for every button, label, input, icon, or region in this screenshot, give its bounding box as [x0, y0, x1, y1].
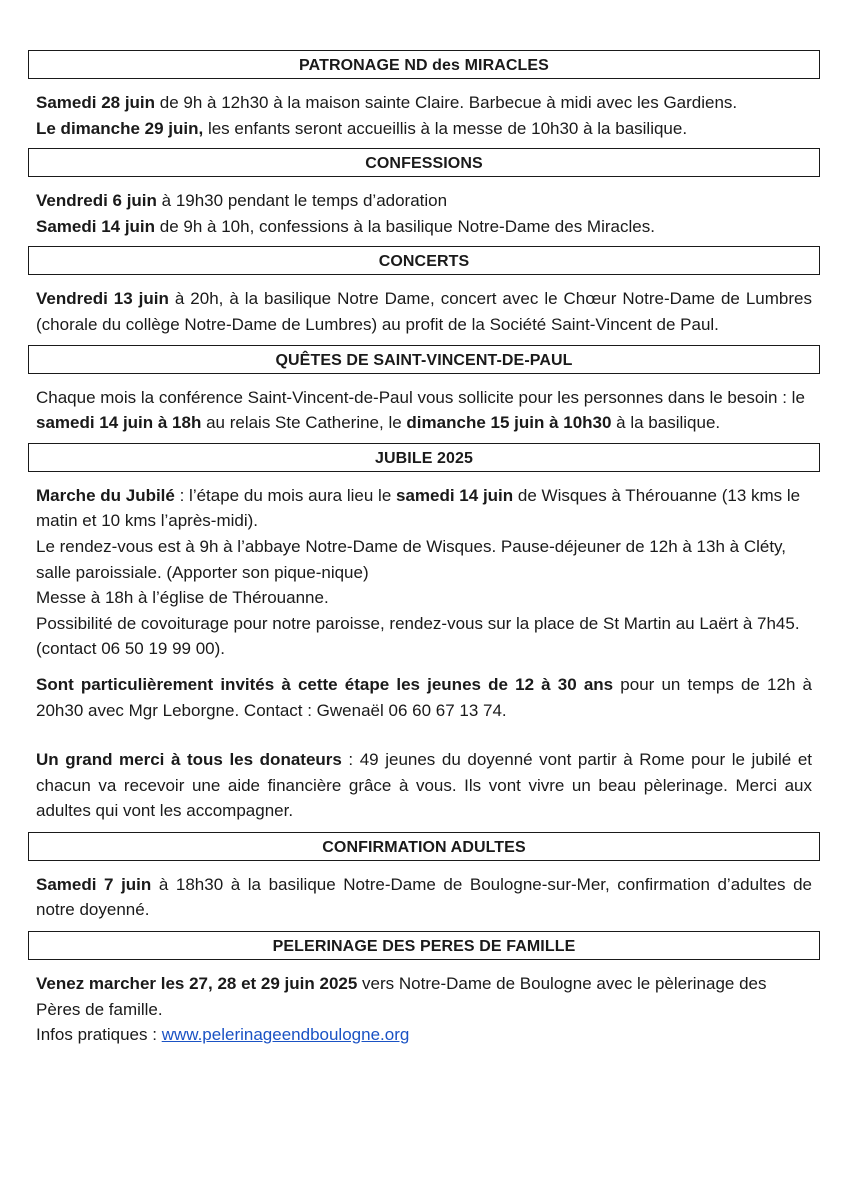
concerts-body — [28, 286, 820, 337]
jubile-rendezvous: Le rendez-vous est à 9h à l’abbaye Notre-Dame de Wisques. Pause-déjeuner de 12h à 13h à Cléty, salle paroissiale. (Apporter son pique-nique) — [36, 536, 787, 582]
section-header-jubile: JUBILE 2025 — [28, 443, 820, 472]
confessions-line-1 — [36, 188, 812, 214]
patronage-line-1 — [36, 90, 812, 116]
quetes-body — [28, 385, 820, 436]
jubile-paragraph-1 — [36, 483, 812, 534]
confirmation-date: Samedi 7 juin — [36, 874, 152, 894]
patronage-date-2: Le dimanche 29 juin, — [36, 118, 204, 138]
confirmation-paragraph — [36, 872, 812, 923]
pelerinage-dates: Venez marcher les 27, 28 et 29 juin 2025 — [36, 974, 358, 994]
confessions-line-2 — [36, 214, 812, 240]
section-header-quetes: QUÊTES DE SAINT-VINCENT-DE-PAUL — [28, 345, 820, 374]
patronage-body — [28, 90, 820, 141]
confessions-date-2: Samedi 14 juin — [36, 216, 156, 236]
jubile-jeunes-label: Sont particulièrement invités à cette étape les jeunes de 12 à 30 ans — [36, 674, 614, 694]
quetes-date-1: samedi 14 juin à 18h — [36, 413, 202, 433]
confessions-body — [28, 188, 820, 239]
quetes-paragraph — [36, 385, 812, 436]
quetes-text-3: à la basilique. — [611, 413, 721, 433]
pelerinage-text: vers Notre-Dame de Boulogne avec le pèlerinage des Pères de famille. — [36, 974, 767, 1019]
section-header-concerts: CONCERTS — [28, 246, 820, 275]
jubile-messe: Messe à 18h à l’église de Thérouanne. — [36, 588, 329, 608]
jubile-covoiturage: Possibilité de covoiturage pour notre paroisse, rendez-vous sur la place de St Martin au Laërt à 7h45. (contact 06 50 19 99 00). — [36, 613, 800, 659]
pelerinage-website-link[interactable]: www.pelerinageendboulogne.org — [161, 1025, 410, 1045]
pelerinage-body — [28, 971, 820, 1048]
section-header-pelerinage: PELERINAGE DES PERES DE FAMILLE — [28, 931, 820, 960]
patronage-line-2 — [36, 116, 812, 142]
jubile-merci-label: Un grand merci à tous les donateurs — [36, 750, 342, 770]
jubile-jeunes-text: pour un temps de 12h à 20h30 avec Mgr Leborgne. Contact : Gwenaël 06 60 67 13 74. — [36, 674, 812, 720]
pelerinage-infos-label: Infos pratiques : — [36, 1025, 162, 1045]
quetes-date-2: dimanche 15 juin à 10h30 — [406, 413, 612, 433]
bulletin-page — [28, 50, 820, 1048]
jubile-merci-text: : 49 jeunes du doyenné vont partir à Rome pour le jubilé et chacun va recevoir une aide financière grâce à vous. Ils vont vivre un beau pèlerinage. Merci aux adultes qui vont les accompagner. — [36, 750, 812, 821]
confirmation-text: à 18h30 à la basilique Notre-Dame de Boulogne-sur-Mer, confirmation d’adultes de notre doyenné. — [36, 874, 813, 920]
patronage-text-2: les enfants seront accueillis à la messe de 10h30 à la basilique. — [203, 118, 688, 138]
quetes-text-1: Chaque mois la conférence Saint-Vincent-de-Paul vous sollicite pour les personnes dans le besoin : le — [36, 387, 805, 407]
jubile-paragraph-3 — [36, 747, 812, 824]
confessions-text-1: à 19h30 pendant le temps d’adoration — [156, 191, 448, 211]
jubile-text-1: : l’étape du mois aura lieu le — [174, 485, 396, 505]
section-header-patronage: PATRONAGE ND des MIRACLES — [28, 50, 820, 79]
pelerinage-paragraph — [36, 971, 812, 1022]
concerts-text: à 20h, à la basilique Notre Dame, concert avec le Chœur Notre-Dame de Lumbres (chorale du collège Notre-Dame de Lumbres) au profit de la Société Saint-Vincent de Paul. — [36, 289, 812, 334]
section-header-confessions: CONFESSIONS — [28, 148, 820, 177]
pelerinage-infos — [36, 1022, 812, 1048]
quetes-text-2: au relais Ste Catherine, le — [201, 413, 407, 433]
jubile-text-2: de Wisques à Thérouanne (13 kms le matin et 10 kms l’après-midi). — [36, 485, 801, 531]
section-header-confirmation: CONFIRMATION ADULTES — [28, 832, 820, 861]
confirmation-body — [28, 872, 820, 923]
patronage-text-1: de 9h à 12h30 à la maison sainte Claire. Barbecue à midi avec les Gardiens. — [155, 93, 738, 112]
confessions-date-1: Vendredi 6 juin — [36, 191, 157, 211]
confessions-text-2: de 9h à 10h, confessions à la basilique Notre-Dame des Miracles. — [155, 216, 655, 236]
concerts-date: Vendredi 13 juin — [36, 289, 169, 309]
concerts-paragraph — [36, 286, 812, 337]
jubile-date: samedi 14 juin — [396, 485, 514, 505]
jubile-body — [28, 483, 820, 824]
jubile-paragraph-2 — [36, 672, 812, 723]
jubile-marche-label: Marche du Jubilé — [36, 485, 175, 505]
patronage-date-1: Samedi 28 juin — [36, 93, 156, 112]
